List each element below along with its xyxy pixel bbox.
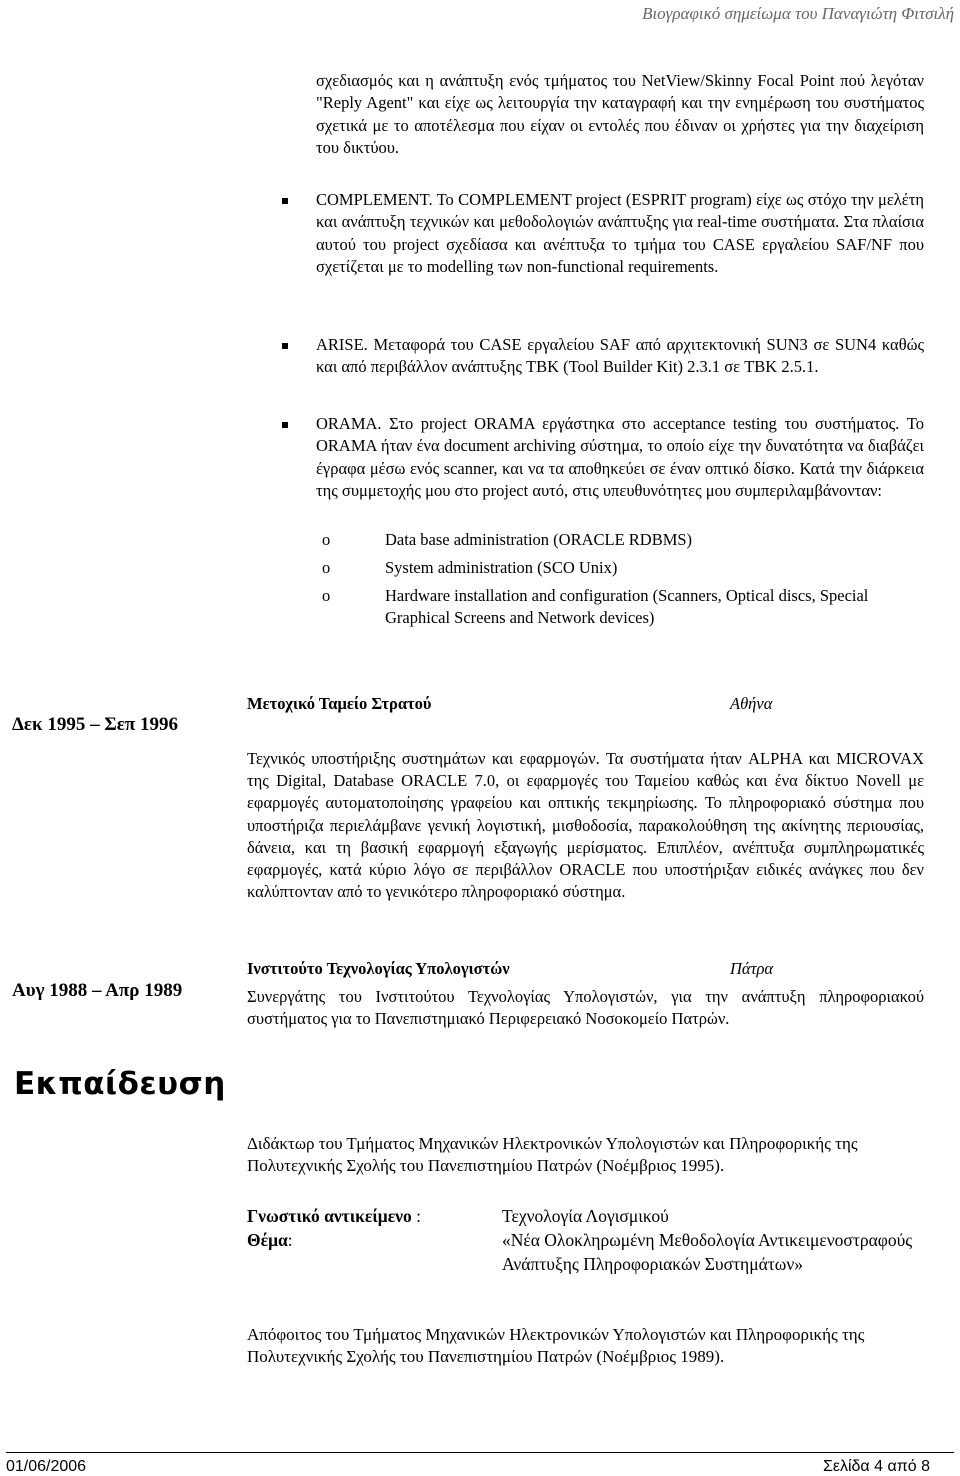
project-orama: ORAMA. Στο project ORAMA εργάστηκα στο acceptance testing του συστήματος. To ORAMA ήταν ένα document archiving σύστημα, το οποίο είχε την δυνατότητα να διαβάζει έγραφα μέσω ενός scanner, και να τα αποθηκεύει σε έναν οπτικό δίσκο. Κατά την διάρκεια της συμμετοχής μου στο project αυτό, στις υπευθυνότητες μου συμπεριλαμβάνονταν:: [316, 414, 924, 501]
job-location: Πάτρα: [730, 959, 774, 978]
job-location: Αθήνα: [730, 694, 773, 713]
circle-bullet-icon: o: [322, 558, 331, 577]
square-bullet-icon: [282, 343, 288, 349]
section-title-education: Εκπαίδευση: [14, 1066, 226, 1102]
field-value: Τεχνολογία Λογισμικού: [502, 1206, 669, 1226]
circle-bullet-icon: o: [322, 586, 331, 605]
orama-subitem: Data base administration (ORACLE RDBMS): [385, 530, 693, 549]
job-date: Αυγ 1988 – Απρ 1989: [12, 980, 183, 1001]
job-description: Τεχνικός υποστήριξης συστημάτων και εφαρμογών. Τα συστήματα ήταν ALPHA και MICROVAX της Digital, Database ORACLE 7.0, οι εφαρμογές του Ταμείου καθώς και ένα δίκτυο Novell με εφαρμογές αυτοματοποίησης γραφείου και οπτικής τεκμηρίωσης. Το πληροφοριακό σύστημα που υποστήριζα περιελάμβανε γενική λογιστική, μισθοδοσία, παρακολούθηση της ακίνητης περιουσίας, δάνεια, και τη βασική εφαρμογή εξαγωγής μερίσματος. Επιπλέον, ανέπτυξα συμπληρωματικές εφαρμογές, κατά κύριο λόγο σε περιβάλλον ORACLE που υποστήριξαν ειδικές ανάγκες που δεν καλύπτονταν από το γενικότερο πληροφοριακό σύστημα.: [247, 749, 924, 902]
job-organization: Ινστιτούτο Τεχνολογίας Υπολογιστών: [247, 959, 510, 978]
job-description: Συνεργάτης του Ινστιτούτου Τεχνολογίας Υπολογιστών, για την ανάπτυξη πληροφοριακού συστήματος για το Πανεπιστημιακό Περιφερειακό Νοσοκομείο Πατρών.: [247, 987, 924, 1029]
project-arise: ARISE. Μεταφορά του CASE εργαλείου SAF από αρχιτεκτονική SUN3 σε SUN4 καθώς και από περιβάλλον ανάπτυξης TBK (Tool Builder Kit) 2.3.1 σε TBK 2.5.1.: [316, 335, 924, 377]
square-bullet-icon: [282, 422, 288, 428]
education-phd: Διδάκτωρ του Τμήματος Μηχανικών Ηλεκτρονικών Υπολογιστών και Πληροφορικής της Πολυτεχνικής Σχολής του Πανεπιστημίου Πατρών (Νοέμβριος 1995).: [247, 1134, 858, 1175]
job-date: Δεκ 1995 – Σεπ 1996: [12, 714, 179, 735]
circle-bullet-icon: o: [322, 530, 331, 549]
footer-divider: [6, 1452, 954, 1453]
topic-label: Θέμα:: [247, 1230, 293, 1250]
footer-date: 01/06/2006: [6, 1458, 87, 1475]
job-organization: Μετοχικό Ταμείο Στρατού: [247, 694, 432, 713]
running-header: Βιογραφικό σημείωμα του Παναγιώτη Φιτσιλή: [642, 4, 954, 23]
orama-subitem: System administration (SCO Unix): [385, 558, 618, 577]
education-diploma: Απόφοιτος του Τμήματος Μηχανικών Ηλεκτρονικών Υπολογιστών και Πληροφορικής της Πολυτεχνικής Σχολής του Πανεπιστημίου Πατρών (Νοέμβριος 1989).: [247, 1325, 865, 1366]
field-label: Γνωστικό αντικείμενο :: [247, 1206, 422, 1226]
square-bullet-icon: [282, 198, 288, 204]
project-complement: COMPLEMENT. To COMPLEMENT project (ESPRIT program) είχε ως στόχο την μελέτη και ανάπτυξη τεχνικών και μεθοδολογιών ανάπτυξης για real-time συστήματα. Στα πλαίσια αυτού του project σχεδίασα και ανέπτυξα το τμήμα του CASE εργαλείου SAF/NF που σχετίζεται με το modelling των non-functional requirements.: [316, 190, 924, 277]
footer-page-number: Σελίδα 4 από 8: [822, 1458, 930, 1475]
topic-value: «Νέα Ολοκληρωμένη Μεθοδολογία Αντικειμενοστραφούς Ανάπτυξης Πληροφοριακών Συστημάτων»: [502, 1230, 913, 1274]
orama-subitem: Hardware installation and configuration (Scanners, Optical discs, Special Graphical Screens and Network devices): [385, 586, 869, 628]
intro-paragraph: σχεδιασμός και η ανάπτυξη ενός τμήματος του NetView/Skinny Focal Point πού λεγόταν "Reply Agent" και είχε ως λειτουργία την καταγραφή και την ενημέρωση του συστήματος σχετικά με το αποτέλεσμα που είχαν οι εντολές που έδιναν οι χρήστες για την διαχείριση του δικτύου.: [316, 71, 924, 158]
